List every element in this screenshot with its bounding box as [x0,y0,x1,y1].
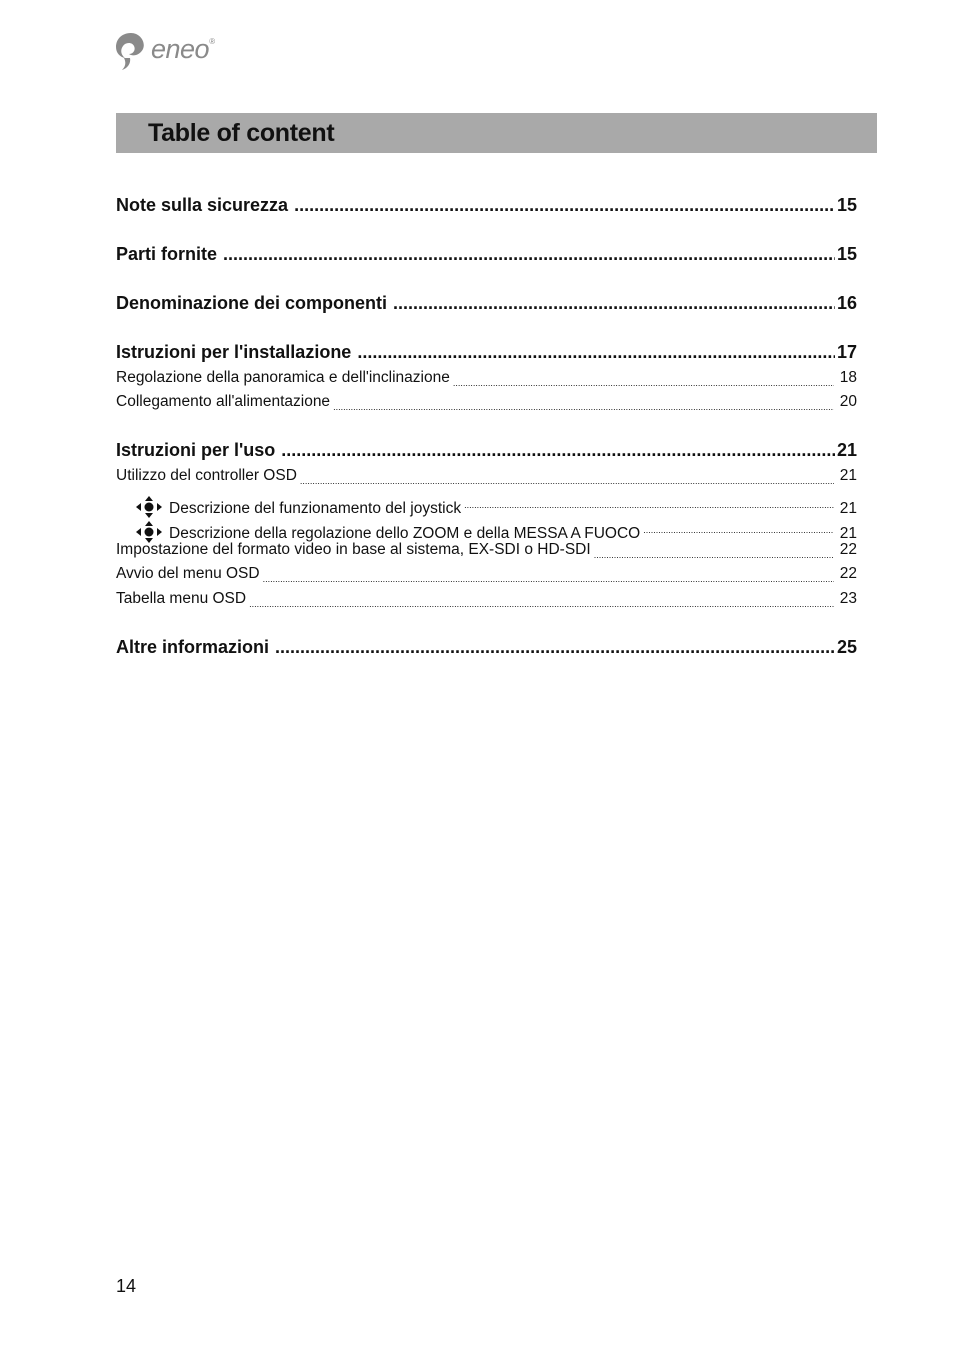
toc-entry-altre-informazioni[interactable] [116,637,857,661]
toc-entry-page: 25 [836,637,857,657]
toc-entry-label: Tabella menu OSD [116,590,247,607]
toc-entry-label: Descrizione della regolazione dello ZOOM e della MESSA A FUOCO [169,525,641,542]
toc-leader-dots [463,491,834,513]
toc-entry-label: Impostazione del formato video in base al sistema, EX-SDI o HD-SDI [116,541,591,558]
toc-leader-dots [219,244,835,268]
toc-entry-label: Avvio del menu OSD [116,565,260,582]
joystick-icon [136,496,162,518]
toc-entry-label: Parti fornite [116,244,218,264]
logo-wordmark: eneo® [151,33,215,64]
toc-entry-impostazione-formato-video[interactable] [116,541,857,563]
toc-leader-dots [248,590,834,612]
toc-entry-label: Denominazione dei componenti [116,293,388,313]
toc-entry-note-sulla-sicurezza[interactable] [116,195,857,219]
toc-entry-label: Istruzioni per l'uso [116,440,276,460]
toc-entry-page: 21 [839,500,857,517]
toc-entry-label: Note sulla sicurezza [116,195,289,215]
toc-leader-dots [277,440,835,464]
toc-leader-dots [593,541,834,563]
toc-entry-label: Collegamento all'alimentazione [116,393,331,410]
toc-entry-label: Descrizione del funzionamento del joystick [169,500,462,517]
joystick-icon [136,521,162,543]
toc-entry-page: 22 [839,541,857,558]
toc-entry-page: 20 [839,393,857,410]
toc-leader-dots [290,195,835,219]
toc-entry-regolazione-panoramica[interactable] [116,369,857,391]
toc-entry-page: 21 [839,467,857,484]
page-title: Table of content [148,118,335,147]
toc-leader-dots [353,342,835,366]
toc-entry-page: 15 [836,195,857,215]
toc-entry-istruzioni-installazione[interactable] [116,342,857,366]
toc-entry-denominazione-componenti[interactable] [116,293,857,317]
toc-entry-label: Istruzioni per l'installazione [116,342,352,362]
toc-entry-regolazione-zoom-fuoco[interactable] [116,516,857,542]
toc-leader-dots [271,637,835,661]
title-bar [116,113,877,153]
toc-leader-dots [299,467,834,489]
toc-leader-dots [452,369,834,391]
toc-entry-page: 22 [839,565,857,582]
toc-leader-dots [332,393,834,415]
toc-entry-collegamento-alimentazione[interactable] [116,393,857,415]
toc-entry-utilizzo-controller-osd[interactable] [116,467,857,489]
toc-leader-dots [262,565,834,587]
page-number: 14 [116,1276,137,1296]
toc-entry-page: 18 [839,369,857,386]
toc-entry-page: 15 [836,244,857,264]
toc-leader-dots [389,293,835,317]
toc-entry-page: 21 [839,525,857,542]
toc-entry-page: 21 [836,440,857,460]
eneo-swirl-icon [114,31,148,71]
toc-leader-dots [642,516,834,538]
toc-entry-page: 17 [836,342,857,362]
brand-logo [114,30,214,72]
toc-entry-label: Altre informazioni [116,637,270,657]
toc-entry-label: Utilizzo del controller OSD [116,467,297,484]
toc-entry-parti-fornite[interactable] [116,244,857,268]
toc-entry-page: 23 [839,590,857,607]
toc-entry-istruzioni-uso[interactable] [116,440,857,464]
toc-entry-funzionamento-joystick[interactable] [116,491,857,517]
toc-entry-page: 16 [836,293,857,313]
toc-entry-label: Regolazione della panoramica e dell'inclinazione [116,369,450,386]
toc-entry-avvio-menu-osd[interactable] [116,565,857,587]
toc-entry-tabella-menu-osd[interactable] [116,590,857,612]
